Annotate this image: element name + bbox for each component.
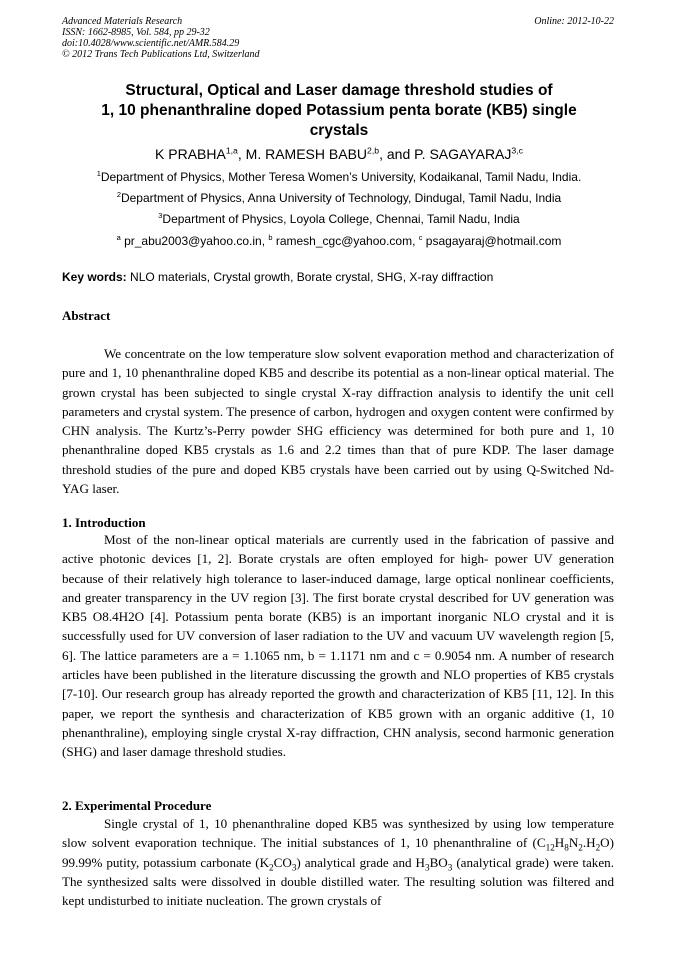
author-3-sup: 3,c [511,145,523,156]
exp-sub-h2: 2 [595,842,601,853]
experimental-body [62,814,614,910]
email-a-marker: a [116,233,121,242]
introduction-heading: 1. Introduction [62,515,146,530]
keywords-label: Key words: [62,270,127,284]
keywords-text: NLO materials, Crystal growth, Borate crystal, SHG, X-ray diffraction [126,270,494,284]
exp-sub-n: 2 [578,842,583,853]
email-b-marker: b [268,233,273,242]
introduction-body: Most of the non-linear optical materials are currently used in the fabrication of passive and active photonic devices [1, 2]. Borate crystals are often employed for high- power UV generation because of their relatively high tolerance to laser-induced damage, large optical nonlinear coefficients, and greater transparency in the UV region [3]. The first borate crystal described for UV generation was KB5 O8.4H2O [4]. Potassium penta borate (KB5) is an important inorganic NLO crystal and it is successfully used for UV conversion of laser radiation to the UV and vacuum UV wavelength region [5, 6]. The lattice parameters are a = 1.1065 nm, b = 1.1171 nm and c = 0.9054 nm. A number of research articles have been published in the literature discussing the growth and NLO properties of KB5 crystals [7-10]. Our research group has already reported the growth and characterization of KB5 [11, 12]. In this paper, we report the synthesis and characterization of KB5 grown with an organic additive (1, 10 phenanthraline), employing single crystal X-ray diffraction, CHN analysis, second harmonic generation (SHG) and laser damage threshold studies. [62,532,614,760]
exp-sub-h: 8 [564,842,569,853]
affiliation-1-text: Department of Physics, Mother Teresa Women’s University, Kodaikanal, Tamil Nadu, India. [100,170,582,184]
author-2: M. RAMESH BABU [245,146,368,162]
author-sep-2: , and [379,146,415,162]
journal-name: Advanced Materials Research [62,16,183,27]
title-line-3: crystals [309,122,369,139]
author-2-sup: 2,b [367,145,380,156]
affiliation-3-num: 3 [158,211,163,220]
abstract-heading: Abstract [62,308,111,323]
doi-line: doi:10.4028/www.scientific.net/AMR.584.29 [62,38,240,49]
abstract-body: We concentrate on the low temperature slow solvent evaporation method and characterization of pure and 1, 10 phenanthraline doped KB5 and describe its potential as a non-linear optical material. The grown crystal has been subjected to single crystal X-ray diffraction analysis to identify the unit cell parameters and crystal system. The presence of carbon, hydrogen and oxygen content were confirmed by CHN analysis. The Kurtz’s-Perry powder SHG efficiency was determined for both pure and 1, 10 phenanthraline doped KB5 crystals as 1.6 and 2.2 times than that of pure KDP. The laser damage threshold studies of the pure and doped KB5 crystals have been carried out by using Q-Switched Nd-YAG laser. [62,346,614,497]
affiliation-3 [62,212,616,226]
keywords [62,270,616,284]
exp-text-4: CO [273,854,292,870]
title-line-1: Structural, Optical and Laser damage threshold studies of [125,82,553,99]
exp-sub-hb: 3 [424,862,430,873]
exp-text-2: .H [582,835,596,851]
email-c-marker: c [418,233,423,242]
experimental-heading: 2. Experimental Procedure [62,798,212,813]
author-list [62,146,616,162]
email-a[interactable]: pr_abu2003@yahoo.co.in, [120,234,269,248]
exp-text-3: O) 99.99% putity, potassium carbonate (K [62,835,614,870]
affiliation-1 [62,170,616,184]
email-b[interactable]: ramesh_cgc@yahoo.com, [272,234,419,248]
affiliation-2-text: Department of Physics, Anna University of Technology, Dindugal, Tamil Nadu, India [120,191,562,205]
exp-text-5: ) analytical grade and H [296,854,425,870]
exp-sub-co: 3 [291,862,297,873]
paper-title [62,81,616,141]
exp-sub-c: 12 [545,842,555,853]
exp-text-h: H [554,835,565,851]
author-1: K PRABHA [155,146,226,162]
online-date: Online: 2012-10-22 [534,16,614,27]
affiliation-2-num: 2 [116,190,121,199]
author-3: P. SAGAYARAJ [414,146,512,162]
affiliation-3-text: Department of Physics, Loyola College, Chennai, Tamil Nadu, India [162,212,520,226]
exp-text-7: (analytical grade) were taken. The synthesized salts were dissolved in double distilled water. The resulting solution was filtered and kept undisturbed to initiate nucleation. The grown crystals of [62,854,614,909]
affiliation-2 [62,191,616,205]
exp-text-1: Single crystal of 1, 10 phenanthraline doped KB5 was synthesized by using low temperature slow solvent evaporation technique. The initial substances of 1, 10 phenanthraline of (C [62,816,614,851]
exp-sub-bo: 3 [447,862,453,873]
issn-line: ISSN: 1662-8985, Vol. 584, pp 29-32 [62,27,210,38]
author-sep-1: , [237,146,246,162]
exp-sub-k: 2 [269,862,274,873]
copyright-line: © 2012 Trans Tech Publications Ltd, Switzerland [62,49,260,60]
title-line-2: 1, 10 phenanthraline doped Potassium penta borate (KB5) single [101,102,577,119]
exp-text-n: N [568,835,579,851]
affiliation-1-num: 1 [96,169,101,178]
email-c[interactable]: psagayaraj@hotmail.com [422,234,562,248]
author-1-sup: 1,a [225,145,238,156]
exp-text-6: BO [429,854,448,870]
email-line [62,234,616,248]
